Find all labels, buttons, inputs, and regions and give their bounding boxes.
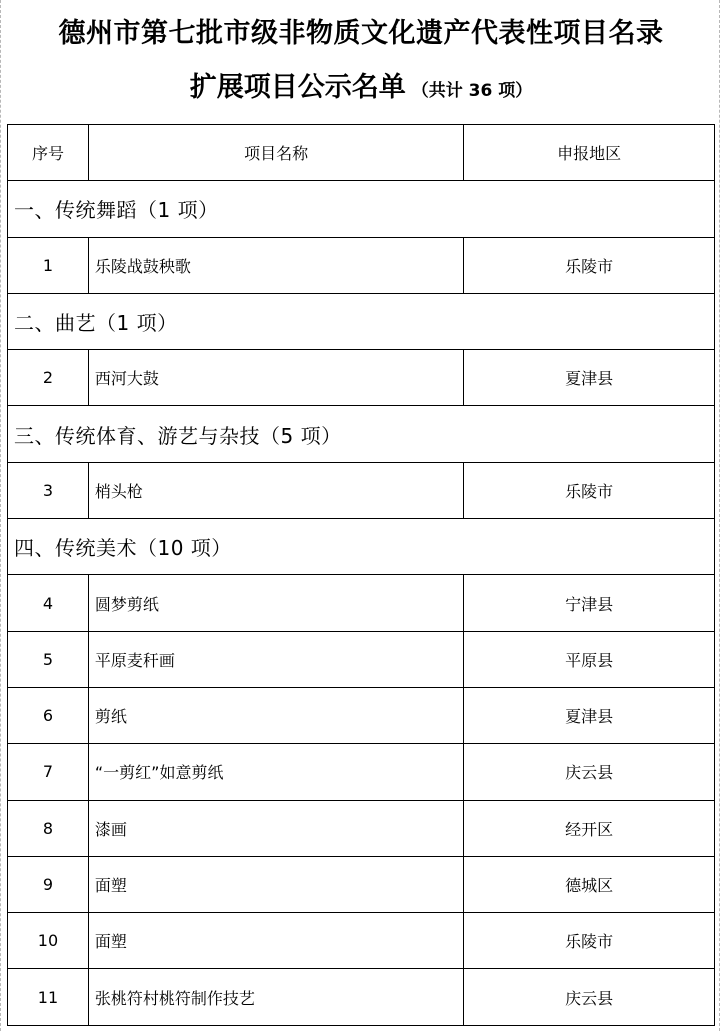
category-label: 四、传统美术（10 项） [8, 519, 715, 574]
area-cell: 庆云县 [464, 744, 715, 799]
table-row [8, 632, 715, 688]
category-row [8, 181, 715, 237]
table-row [8, 463, 715, 519]
table-header-row [8, 125, 715, 181]
serial-number-cell: 7 [8, 744, 89, 799]
title-line-2 [1, 68, 720, 111]
category-label: 三、传统体育、游艺与杂技（5 项） [8, 406, 715, 461]
table-row [8, 575, 715, 631]
area-cell: 夏津县 [464, 688, 715, 743]
serial-number-cell: 11 [8, 969, 89, 1024]
serial-number-cell: 3 [8, 463, 89, 518]
area-cell: 庆云县 [464, 969, 715, 1024]
category-label: 一、传统舞蹈（1 项） [8, 181, 715, 236]
serial-number-cell: 10 [8, 913, 89, 968]
title-line-2-text: 扩展项目公示名单 [189, 72, 406, 103]
area-cell: 乐陵市 [464, 463, 715, 518]
project-name-cell: 梢头枪 [89, 463, 464, 518]
area-cell: 宁津县 [464, 575, 715, 630]
serial-number-cell: 4 [8, 575, 89, 630]
project-name-cell: 西河大鼓 [89, 350, 464, 405]
table-row [8, 744, 715, 800]
project-name-cell: 乐陵战鼓秧歌 [89, 238, 464, 293]
project-name-cell: 面塑 [89, 913, 464, 968]
project-name-cell: 张桃符村桃符制作技艺 [89, 969, 464, 1024]
title-line-1: 德州市第七批市级非物质文化遗产代表性项目名录 [58, 18, 664, 49]
table-row [8, 688, 715, 744]
serial-number-cell: 6 [8, 688, 89, 743]
serial-number-cell: 1 [8, 238, 89, 293]
table-row [8, 913, 715, 969]
title-count: （共计 36 项） [411, 81, 533, 101]
area-cell: 乐陵市 [464, 913, 715, 968]
area-cell: 夏津县 [464, 350, 715, 405]
header-area: 申报地区 [464, 125, 715, 180]
table-row [8, 238, 715, 294]
table-row [8, 350, 715, 406]
project-name-cell: 漆画 [89, 801, 464, 856]
area-cell: 德城区 [464, 857, 715, 912]
category-row [8, 406, 715, 462]
category-row [8, 519, 715, 575]
project-name-cell: 面塑 [89, 857, 464, 912]
area-cell: 经开区 [464, 801, 715, 856]
project-name-cell: “一剪红”如意剪纸 [89, 744, 464, 799]
document-title [1, 0, 720, 124]
serial-number-cell: 8 [8, 801, 89, 856]
serial-number-cell: 9 [8, 857, 89, 912]
table-row [8, 969, 715, 1025]
header-project-name: 项目名称 [89, 125, 464, 180]
serial-number-cell: 2 [8, 350, 89, 405]
area-cell: 平原县 [464, 632, 715, 687]
project-name-cell: 圆梦剪纸 [89, 575, 464, 630]
serial-number-cell: 5 [8, 632, 89, 687]
table-row [8, 801, 715, 857]
area-cell: 乐陵市 [464, 238, 715, 293]
category-label: 二、曲艺（1 项） [8, 294, 715, 349]
project-name-cell: 平原麦秆画 [89, 632, 464, 687]
table-row [8, 857, 715, 913]
category-row [8, 294, 715, 350]
list-table [7, 124, 715, 1026]
project-name-cell: 剪纸 [89, 688, 464, 743]
header-serial-number: 序号 [8, 125, 89, 180]
